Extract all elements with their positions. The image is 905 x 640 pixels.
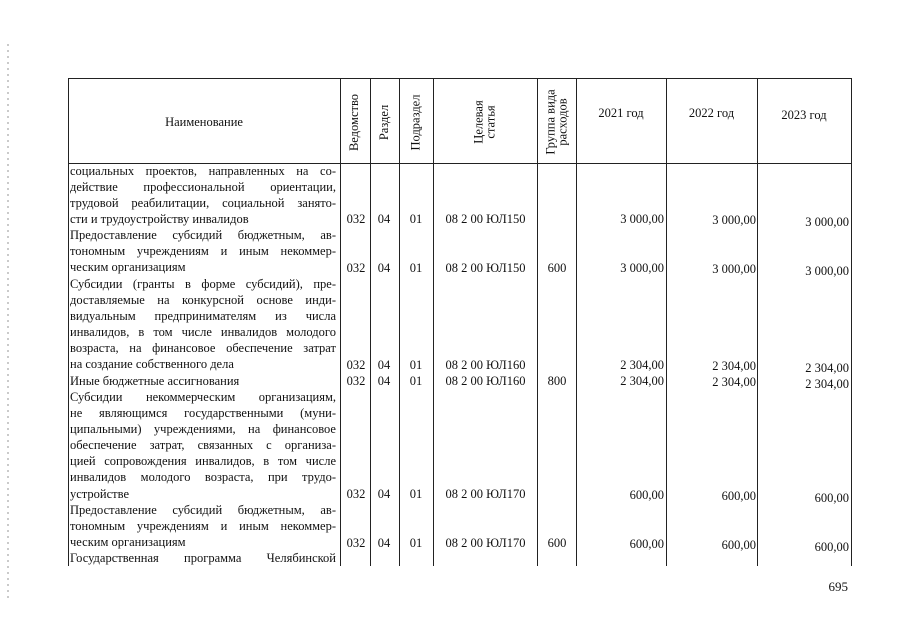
header-2021 [576,79,666,165]
header-celevaya-line2: статья [484,105,498,139]
cell-2023: 600,00 [814,491,849,505]
name-line: Предоставление субсидий бюджетным, ав- [70,503,336,517]
table-row-name [70,373,336,389]
cell-2023: 3 000,00 [805,215,849,229]
header-razdel [370,79,399,165]
cell-2021: 600,00 [629,537,664,551]
cell-2021: 3 000,00 [620,212,664,226]
name-line: Субсидии некоммерческим организациям, [70,390,336,404]
header-2022-text: 2022 год [688,106,735,120]
table-row-name [70,163,336,227]
cell-gruppa: 800 [547,374,567,388]
table-row-name [70,502,336,550]
header-name [68,79,340,165]
cell-2022: 2 304,00 [712,375,756,389]
name-line: видуальным предпринимателям из числа [70,309,336,324]
name-line: Государственная программа Челябинской [70,551,336,565]
cell-podrazdel: 01 [409,212,423,226]
cell-2023: 3 000,00 [805,264,849,278]
cell-2022: 3 000,00 [712,213,756,227]
cell-2023: 600,00 [814,540,849,554]
name-line: доставляемые на конкурсной основе инди- [70,293,336,308]
name-line: сти и трудоустройству инвалидов [70,212,249,227]
cell-celevaya: 08 2 00 ЮЛ170 [445,487,526,501]
cell-podrazdel: 01 [409,536,423,550]
column-rule [537,78,538,566]
cell-vedomstvo: 032 [346,358,366,372]
name-line: на создание собственного дела [70,357,234,372]
column-rule [399,78,400,566]
name-line: возраста, на финансовое обеспечение затрат [70,341,336,356]
name-line: инвалидов молодого возраста, при трудо- [70,470,336,485]
name-line: инвалидов, в том числе инвалидов молодого [70,325,336,340]
table-row-name [70,550,336,566]
cell-podrazdel: 01 [409,261,423,275]
cell-razdel: 04 [377,536,391,550]
cell-podrazdel: 01 [409,358,423,372]
cell-2022: 2 304,00 [712,359,756,373]
name-line: тономным учреждениям и иным некоммер- [70,244,336,259]
header-2022 [666,79,757,165]
header-celevaya-statya [433,79,537,165]
header-celevaya-line1: Целевая [472,100,486,144]
cell-podrazdel: 01 [409,374,423,388]
cell-2022: 3 000,00 [712,262,756,276]
header-2023-text: 2023 год [781,108,827,122]
header-podrazdel [399,79,433,165]
cell-2021: 2 304,00 [620,374,664,388]
header-vedomstvo-text: Ведомство [347,93,362,151]
name-line: социальных проектов, направленных на со- [70,164,336,178]
header-gruppa-line2: расходов [555,98,570,146]
column-rule [433,78,434,566]
table-row-name [70,389,336,502]
name-line: ческим организациям [70,260,186,275]
cell-razdel: 04 [377,358,391,372]
cell-vedomstvo: 032 [346,487,366,501]
header-vedomstvo [340,79,370,165]
cell-razdel: 04 [377,487,391,501]
cell-vedomstvo: 032 [346,536,366,550]
header-gruppa-text [545,89,569,154]
column-rule [576,78,577,566]
cell-celevaya: 08 2 00 ЮЛ160 [445,374,526,388]
name-line: Иные бюджетные ассигнования [70,374,240,388]
name-line: цией сопровождения инвалидов, в том числе [70,454,336,469]
name-line: не являющимся государственными (муни- [70,406,336,421]
header-name-text: Наименование [165,114,243,129]
header-2023 [757,79,851,165]
cell-celevaya: 08 2 00 ЮЛ170 [445,536,526,550]
cell-2023: 2 304,00 [805,377,849,391]
name-line: устройстве [70,486,129,501]
cell-vedomstvo: 032 [346,374,366,388]
table-header [68,78,851,164]
cell-2023: 2 304,00 [805,361,849,375]
cell-celevaya: 08 2 00 ЮЛ150 [445,212,526,226]
name-line: ципальными) учреждениями, на финансовое [70,422,336,437]
name-line: Субсидии (гранты в форме субсидий), пре- [70,277,336,291]
column-rule [68,78,69,566]
header-gruppa-vida-rashodov [537,79,576,165]
cell-celevaya: 08 2 00 ЮЛ160 [445,358,526,372]
cell-razdel: 04 [377,374,391,388]
cell-vedomstvo: 032 [346,212,366,226]
cell-razdel: 04 [377,261,391,275]
header-podrazdel-text: Подраздел [408,94,423,150]
cell-vedomstvo: 032 [346,261,366,275]
header-2021-text: 2021 год [598,106,644,120]
name-line: тономным учреждениям и иным некоммер- [70,519,336,534]
column-rule [666,78,667,566]
table-row-name [70,227,336,275]
column-rule [370,78,371,566]
header-gruppa-line1: Группа вида [543,89,558,155]
header-razdel-text: Раздел [377,104,392,140]
name-line: ческим организациям [70,535,186,550]
name-line: Предоставление субсидий бюджетным, ав- [70,228,336,242]
cell-gruppa: 600 [547,261,567,275]
column-rule [851,78,852,566]
column-rule [757,78,758,566]
cell-celevaya: 08 2 00 ЮЛ150 [445,261,526,275]
scan-margin-dots [7,42,9,602]
name-line: трудовой реабилитации, социальной занято- [70,196,336,211]
header-celevaya-text [473,100,497,143]
table-row-name [70,276,336,373]
cell-2021: 600,00 [629,488,664,502]
cell-2022: 600,00 [721,489,756,503]
column-rule [340,78,341,566]
cell-2021: 3 000,00 [620,261,664,275]
cell-razdel: 04 [377,212,391,226]
page-number: 695 [828,579,848,594]
name-line: обеспечение затрат, связанных с организа- [70,438,336,453]
cell-gruppa: 600 [547,536,567,550]
name-line: действие профессиональной ориентации, [70,180,336,195]
cell-podrazdel: 01 [409,487,423,501]
cell-2021: 2 304,00 [620,358,664,372]
cell-2022: 600,00 [721,538,756,552]
